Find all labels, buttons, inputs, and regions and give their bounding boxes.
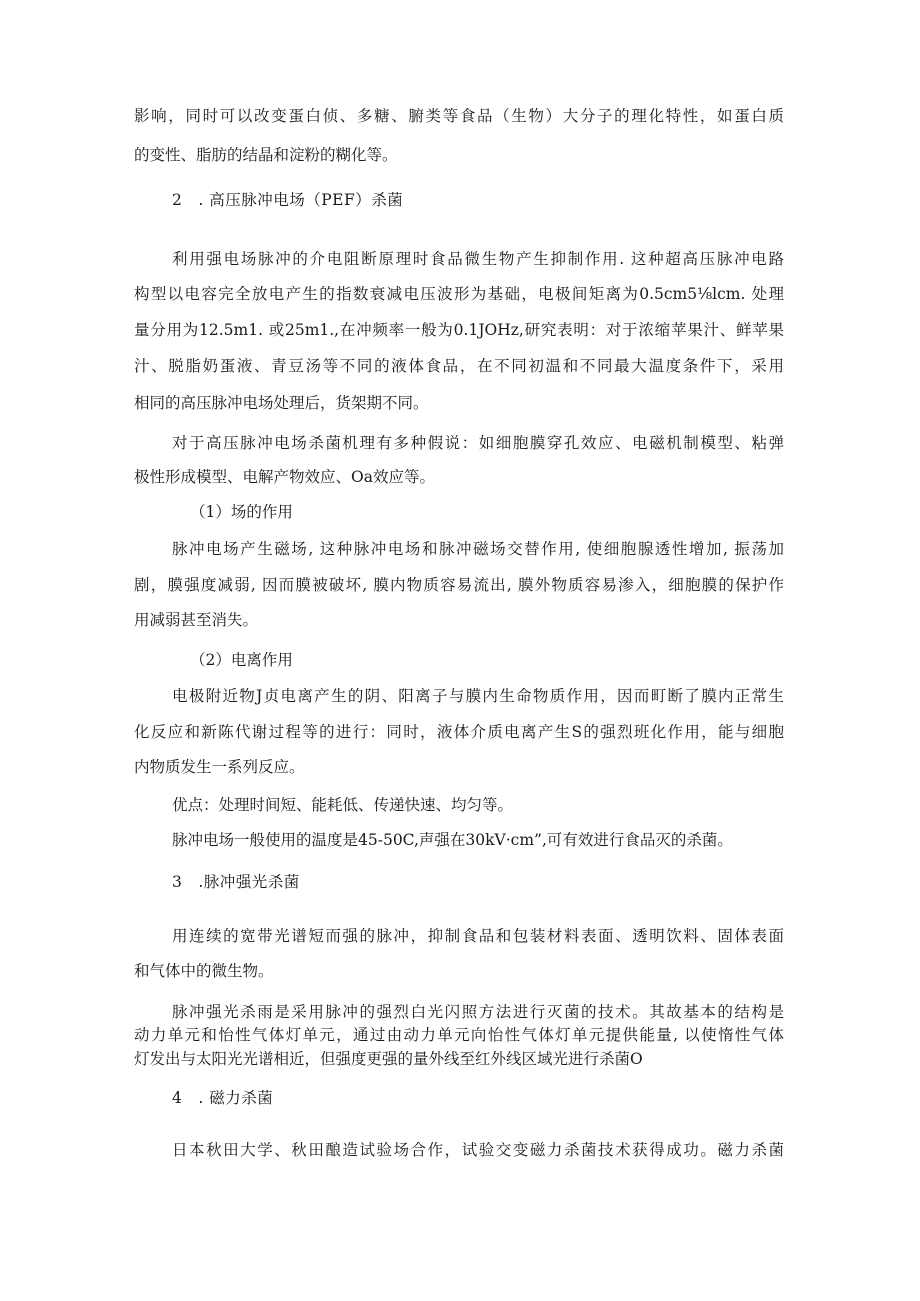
text-line: 动力单元和怡性气体灯单元，通过由动力单元向怡性气体灯单元提供能量, 以使惰性气体 [134, 1026, 784, 1044]
text-line: 影响，同时可以改变蛋白侦、多糖、腑类等食品（生物）大分子的理化特性，如蛋白质 [134, 107, 784, 125]
subheading-field-effect: （1）场的作用 [190, 503, 293, 521]
text-line: 灯发出与太阳光光谱相近，但强度更强的量外线至红外线区域光进行杀菌O [134, 1050, 643, 1068]
text-line: 和气体中的微生物。 [134, 962, 274, 980]
text-line: 化反应和新陈代谢过程等的进行：同时，液体介质电离产生S的强烈班化作用，能与细胞 [134, 723, 784, 741]
text-line: 内物质发生一系列反应。 [134, 758, 305, 776]
text-line: 对于高压脉冲电场杀菌机理有多种假说：如细胞膜穿孔效应、电磁机制模型、粘弹 [172, 434, 784, 452]
text-line: 优点：处理时间短、能耗低、传递快速、均匀等。 [172, 796, 514, 814]
text-line: 剧，膜强度减弱, 因而膜被破坏, 膜内物质容易流出, 膜外物质容易渗入，细胞膜的保护作 [134, 576, 784, 594]
text-line: 日本秋田大学、秋田酿造试验场合作，试验交变磁力杀菌技术获得成功。磁力杀菌 [172, 1141, 784, 1159]
text-line: 脉冲电场一般使用的温度是45-50C,声强在30kV·cm”,可有效进行食品灭的杀菌。 [172, 831, 733, 849]
text-line: 极性形成模型、电解产物效应、Oa效应等。 [134, 468, 435, 486]
text-line: 利用强电场脉冲的介电阻断原理时食品微生物产生抑制作用. 这种超高压脉冲电路 [172, 250, 784, 268]
text-line: 构型以电容完全放电产生的指数衰减电压波形为基础，电极间矩离为0.5cm5⅛lcm. 处理 [134, 285, 784, 303]
text-line: 量分用为12.5m1. 或25m1.,在冲频率一般为0.1JOHz,研究表明：对于浓缩苹果汁、鲜苹果 [134, 321, 784, 339]
section-heading-pef: 2 . 高压脉冲电场（PEF）杀菌 [172, 191, 404, 209]
text-line: 脉冲强光杀雨是采用脉冲的强烈白光闪照方法进行灭菌的技术。其故基本的结构是 [172, 1003, 784, 1021]
text-line: 相同的高压脉冲电场处理后，货架期不同。 [134, 394, 429, 412]
text-line: 脉冲电场产生磁场, 这种脉冲电场和脉冲磁场交替作用, 使细胞腺透性增加, 振荡加 [172, 540, 784, 558]
text-line: 汁、脱脂奶蛋液、青豆汤等不同的液体食品，在不同初温和不同最大温度条件下，采用 [134, 357, 784, 375]
text-line: 电极附近物J贞电离产生的阴、阳离子与膜内生命物质作用，因而町断了膜内正常生 [172, 687, 784, 705]
text-line: 的变性、脂肪的结晶和淀粉的糊化等。 [134, 146, 398, 164]
text-line: 用连续的宽带光谱短而强的脉冲，抑制食品和包装材料表面、透明饮料、固体表面 [172, 927, 784, 945]
section-heading-pulsed-light: 3 .脉冲强光杀菌 [172, 873, 300, 891]
subheading-ionization: （2）电离作用 [190, 651, 293, 669]
section-heading-magnetic: 4 . 磁力杀菌 [172, 1089, 274, 1107]
text-line: 用减弱甚至消失。 [134, 611, 259, 629]
